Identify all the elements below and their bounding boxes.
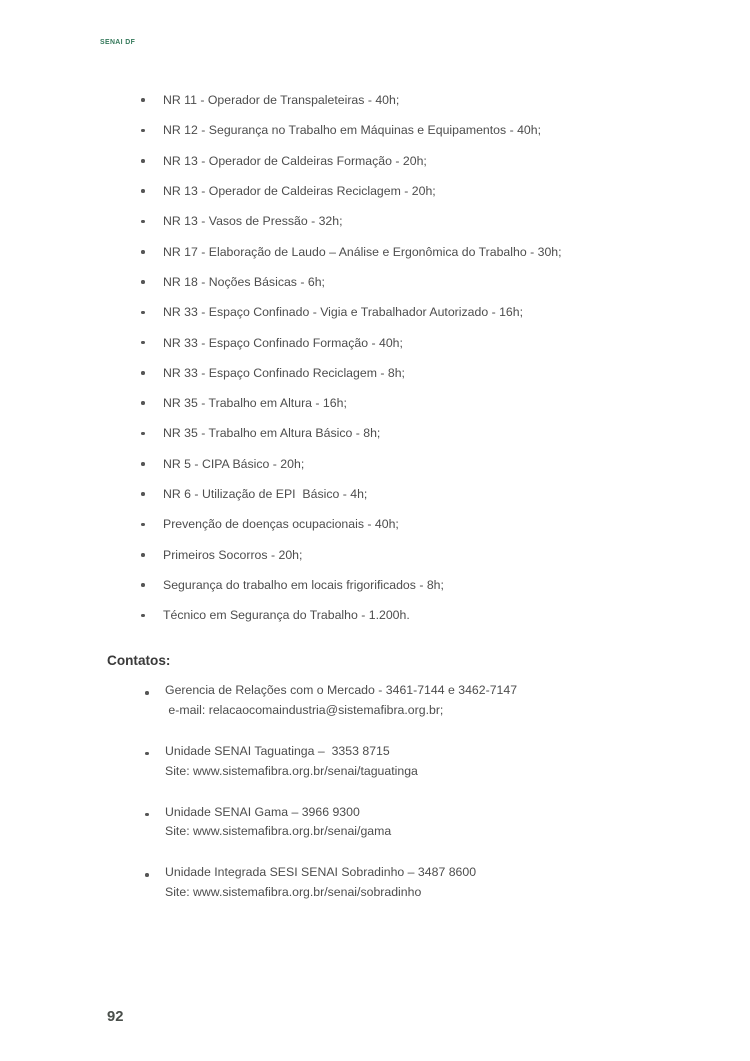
- bullet-icon: [141, 341, 145, 345]
- course-item-text: NR 35 - Trabalho em Altura Básico - 8h;: [163, 426, 381, 441]
- course-item-text: NR 12 - Segurança no Trabalho em Máquinas e Equipamentos - 40h;: [163, 123, 542, 138]
- contact-line: Gerencia de Relações com o Mercado - 3461-7144 e 3462-7147: [165, 683, 518, 697]
- course-item-text: Técnico em Segurança do Trabalho - 1.200h.: [163, 608, 410, 623]
- course-item: [163, 176, 562, 206]
- contact-list: [165, 681, 517, 924]
- course-item-text: NR 33 - Espaço Confinado Reciclagem - 8h;: [163, 365, 405, 380]
- contact-lines: [165, 803, 517, 843]
- bullet-icon: [141, 492, 145, 496]
- bullet-icon: [141, 371, 145, 375]
- course-item: [163, 449, 562, 479]
- course-item-text: NR 18 - Noções Básicas - 6h;: [163, 274, 325, 289]
- bullet-icon: [141, 462, 145, 466]
- bullet-icon: [141, 159, 145, 163]
- contact-lines: [165, 681, 517, 721]
- bullet-icon: [141, 583, 145, 587]
- course-item: [163, 418, 562, 448]
- bullet-icon: [141, 432, 145, 436]
- bullet-icon: [141, 220, 145, 224]
- bullet-icon: [141, 250, 145, 254]
- course-item: [163, 479, 562, 509]
- page-number: 92: [107, 1009, 124, 1025]
- course-item: [163, 237, 562, 267]
- bullet-icon: [141, 129, 145, 133]
- contact-line: Site: www.sistemafibra.org.br/senai/gama: [165, 824, 392, 839]
- contacts-heading: Contatos:: [107, 653, 171, 668]
- course-item: [163, 600, 562, 630]
- senai-df-logo: SENAI DF: [100, 37, 136, 46]
- contact-item: [165, 863, 517, 903]
- bullet-icon: [141, 401, 145, 405]
- contact-item: [165, 681, 517, 721]
- bullet-icon: [145, 691, 149, 695]
- contact-line: Unidade SENAI Taguatinga – 3353 8715: [165, 743, 390, 758]
- course-item: [163, 509, 562, 539]
- course-item: [163, 206, 562, 236]
- course-item: [163, 297, 562, 327]
- course-item: [163, 540, 562, 570]
- bullet-icon: [141, 553, 145, 557]
- course-item: [163, 328, 562, 358]
- course-item: [163, 358, 562, 388]
- bullet-icon: [141, 280, 145, 284]
- bullet-icon: [141, 189, 145, 193]
- course-item-text: Prevenção de doenças ocupacionais - 40h;: [163, 517, 399, 532]
- course-item-text: NR 13 - Vasos de Pressão - 32h;: [163, 214, 343, 229]
- bullet-icon: [145, 813, 149, 817]
- course-item-text: NR 35 - Trabalho em Altura - 16h;: [163, 396, 347, 411]
- bullet-icon: [141, 614, 145, 618]
- course-item-text: NR 6 - Utilização de EPI Básico - 4h;: [163, 487, 368, 502]
- course-item-text: NR 13 - Operador de Caldeiras Formação - 20h;: [163, 153, 427, 168]
- course-item-text: Segurança do trabalho em locais frigorificados - 8h;: [163, 578, 444, 592]
- contact-item: [165, 742, 517, 782]
- contact-line: Unidade Integrada SESI SENAI Sobradinho – 3487 8600: [165, 865, 477, 880]
- contact-line: Site: www.sistemafibra.org.br/senai/sobradinho: [165, 885, 422, 900]
- course-item-text: NR 17 - Elaboração de Laudo – Análise e Ergonômica do Trabalho - 30h;: [163, 244, 562, 259]
- course-item: [163, 115, 562, 145]
- course-item-text: NR 33 - Espaço Confinado Formação - 40h;: [163, 335, 403, 350]
- course-item: [163, 388, 562, 418]
- course-item-text: NR 13 - Operador de Caldeiras Reciclagem - 20h;: [163, 183, 436, 198]
- contact-lines: [165, 742, 517, 782]
- contact-line: Site: www.sistemafibra.org.br/senai/taguatinga: [165, 763, 418, 778]
- bullet-icon: [145, 752, 149, 756]
- bullet-icon: [141, 98, 145, 102]
- course-item-text: NR 11 - Operador de Transpaleteiras - 40h;: [163, 93, 400, 107]
- course-list: [163, 85, 562, 631]
- contact-lines: [165, 863, 517, 903]
- bullet-icon: [141, 523, 145, 527]
- course-item: [163, 85, 562, 115]
- contact-item: [165, 803, 517, 843]
- course-item: [163, 146, 562, 176]
- contact-line: Unidade SENAI Gama – 3966 9300: [165, 804, 360, 819]
- contact-line: e-mail: relacaocomaindustria@sistemafibra.org.br;: [165, 702, 444, 717]
- bullet-icon: [141, 311, 145, 315]
- course-item-text: Primeiros Socorros - 20h;: [163, 547, 303, 562]
- course-item: [163, 570, 562, 600]
- course-item: [163, 267, 562, 297]
- bullet-icon: [145, 873, 149, 877]
- course-item-text: NR 33 - Espaço Confinado - Vigia e Trabalhador Autorizado - 16h;: [163, 305, 524, 320]
- course-item-text: NR 5 - CIPA Básico - 20h;: [163, 456, 305, 471]
